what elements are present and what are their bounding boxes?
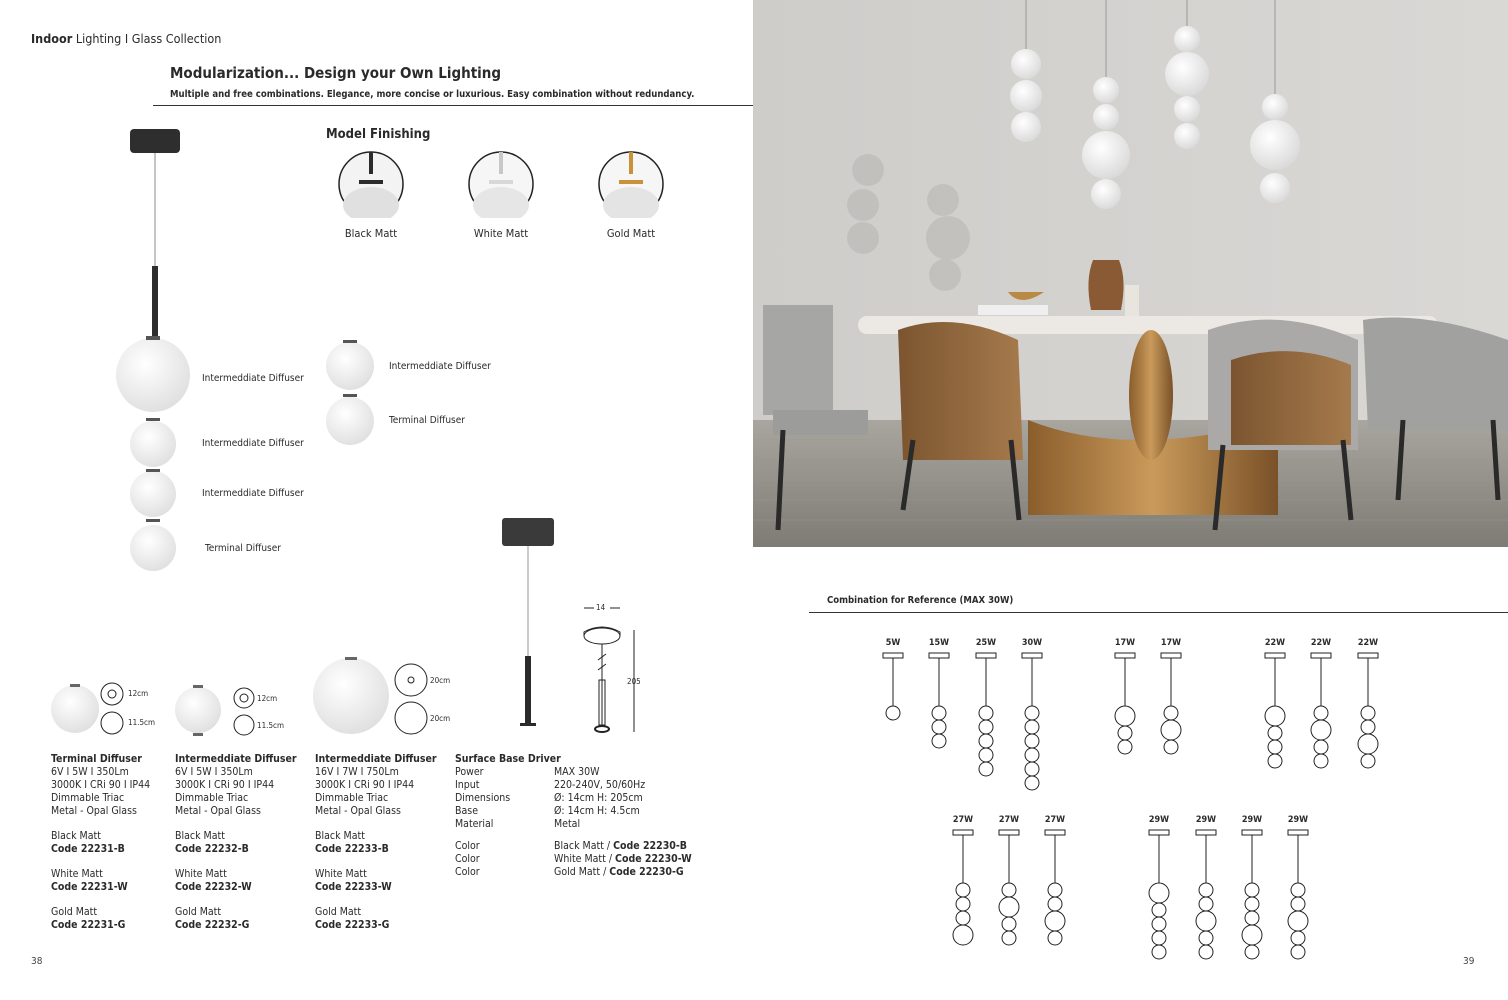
- diffuser-ball-icon: [1199, 945, 1213, 959]
- diffuser-ball-icon: [1358, 734, 1378, 754]
- diffuser-ball-icon: [1025, 776, 1039, 790]
- variant-code: Code 22233-W: [315, 881, 392, 893]
- header-divider: [153, 105, 753, 106]
- diffuser-ball-icon: [932, 706, 946, 720]
- diffuser-ball-icon: [979, 762, 993, 776]
- ceiling-canopy-icon: [883, 653, 903, 658]
- diffuser-ball-icon: [1245, 883, 1259, 897]
- combination-pendant: [878, 652, 908, 812]
- combination-pendant: [994, 829, 1024, 989]
- spec-key: Color: [455, 840, 480, 852]
- diffuser-ball-icon: [1268, 754, 1282, 768]
- diffuser-ball-icon: [979, 720, 993, 734]
- diffuser-ball-icon: [1025, 748, 1039, 762]
- product-card-intermediate-large: [315, 753, 437, 932]
- ceiling-canopy-icon: [953, 830, 973, 835]
- spec-line: 6V I 5W I 350Lm: [175, 766, 253, 778]
- color-code-row: White Matt / Code 22230-W: [554, 853, 692, 865]
- diffuser-ball-icon: [1118, 726, 1132, 740]
- combination-label: 29W: [1195, 815, 1217, 825]
- ceiling-canopy-icon: [1045, 830, 1065, 835]
- combination-label: 5W: [885, 638, 901, 648]
- diffuser-ball-icon: [1152, 945, 1166, 959]
- spec-key: Material: [455, 818, 494, 830]
- ceiling-canopy-icon: [1115, 653, 1135, 658]
- breadcrumb: [31, 31, 221, 46]
- variant-code: Code 22232-B: [175, 843, 249, 855]
- diffuser-ball-icon: [1199, 883, 1213, 897]
- product-card-intermediate-small: [175, 753, 297, 932]
- combination-label: 15W: [928, 638, 950, 648]
- diagram-label: Terminal Diffuser: [205, 543, 281, 554]
- variant-code: Code 22232-W: [175, 881, 252, 893]
- finishing-title: Model Finishing: [326, 127, 431, 142]
- dining-room-photo: [753, 0, 1508, 547]
- diagram-label: Intermeddiate Diffuser: [202, 373, 304, 384]
- diffuser-ball-icon: [1268, 726, 1282, 740]
- diffuser-ball-icon: [1361, 720, 1375, 734]
- diffuser-ball-icon: [1361, 754, 1375, 768]
- spec-line: Dimmable Triac: [315, 792, 389, 804]
- diffuser-ball-icon: [956, 897, 970, 911]
- variant-code: Code 22231-W: [51, 881, 128, 893]
- page-subtitle: Multiple and free combinations. Elegance, more concise or luxurious. Easy combination without redundancy.: [170, 89, 695, 100]
- diffuser-ball-icon: [1361, 706, 1375, 720]
- diffuser-ball-icon: [1291, 931, 1305, 945]
- diagram-label: Intermeddiate Diffuser: [389, 361, 491, 372]
- combinations-divider: [809, 612, 1508, 613]
- variant-color: Gold Matt: [315, 906, 362, 918]
- driver-width-label: 14: [596, 603, 606, 612]
- driver-spec-table: [455, 753, 695, 880]
- diffuser-ball-icon: [1048, 931, 1062, 945]
- intermediate-diffuser-small-image: [174, 684, 274, 744]
- ceiling-canopy-icon: [1242, 830, 1262, 835]
- diffuser-detail-diagram: [323, 340, 379, 448]
- spec-value: Ø: 14cm H: 4.5cm: [554, 805, 640, 817]
- combination-pendant: [1017, 652, 1047, 812]
- diffuser-ball-icon: [1025, 720, 1039, 734]
- diffuser-ball-icon: [1002, 931, 1016, 945]
- dim-label: 12cm: [128, 689, 149, 698]
- surface-base-driver-image: [498, 516, 558, 731]
- combination-pendant: [1191, 829, 1221, 989]
- spec-line: 3000K I CRi 90 I IP44: [51, 779, 151, 791]
- diagram-label: Terminal Diffuser: [389, 415, 465, 426]
- page-number-left: 38: [31, 956, 43, 967]
- combination-label: 29W: [1241, 815, 1263, 825]
- spec-line: 3000K I CRi 90 I IP44: [315, 779, 415, 791]
- spec-value: 220-240V, 50/60Hz: [554, 779, 646, 791]
- combination-pendant: [1156, 652, 1186, 812]
- spec-line: 3000K I CRi 90 I IP44: [175, 779, 275, 791]
- diffuser-ball-icon: [956, 883, 970, 897]
- breadcrumb-collection: Lighting I Glass Collection: [72, 31, 222, 46]
- combination-pendant: [924, 652, 954, 812]
- ceiling-canopy-icon: [999, 830, 1019, 835]
- combination-pendant: [948, 829, 978, 989]
- finish-label-black: Black Matt: [344, 227, 398, 240]
- diffuser-ball-icon: [932, 734, 946, 748]
- spec-key: Color: [455, 853, 480, 865]
- spec-line: 16V I 7W I 750Lm: [315, 766, 399, 778]
- diffuser-ball-icon: [1048, 897, 1062, 911]
- page-number-right: 39: [1463, 956, 1475, 967]
- product-title: Intermeddiate Diffuser: [315, 753, 437, 765]
- spec-line: Metal - Opal Glass: [315, 805, 401, 817]
- diagram-label: Intermeddiate Diffuser: [202, 438, 304, 449]
- variant-code: Code 22232-G: [175, 919, 250, 931]
- diffuser-ball-icon: [1115, 706, 1135, 726]
- ceiling-canopy-icon: [1288, 830, 1308, 835]
- diffuser-ball-icon: [1288, 911, 1308, 931]
- color-code: Code 22230-B: [613, 840, 687, 852]
- dim-label: 20cm: [430, 714, 451, 723]
- finish-label-white: White Matt: [473, 227, 529, 240]
- variant-color: White Matt: [51, 868, 103, 880]
- diffuser-ball-icon: [1149, 883, 1169, 903]
- spec-value: MAX 30W: [554, 766, 600, 778]
- spec-key: Power: [455, 766, 484, 778]
- spec-line: Dimmable Triac: [175, 792, 249, 804]
- variant-color: White Matt: [315, 868, 367, 880]
- diffuser-ball-icon: [979, 748, 993, 762]
- diffuser-ball-icon: [1199, 897, 1213, 911]
- combination-pendant: [1353, 652, 1383, 812]
- diffuser-ball-icon: [1291, 883, 1305, 897]
- spec-key: Dimensions: [455, 792, 511, 804]
- diffuser-ball-icon: [1291, 945, 1305, 959]
- combination-label: 29W: [1287, 815, 1309, 825]
- variant-color: Gold Matt: [175, 906, 222, 918]
- spec-line: Dimmable Triac: [51, 792, 125, 804]
- combination-pendant: [1306, 652, 1336, 812]
- diffuser-ball-icon: [1118, 740, 1132, 754]
- ceiling-canopy-icon: [976, 653, 996, 658]
- diffuser-ball-icon: [999, 897, 1019, 917]
- breadcrumb-category: Indoor: [31, 31, 73, 46]
- combination-label: 22W: [1310, 638, 1332, 648]
- color-value: Gold Matt: [554, 866, 601, 878]
- diffuser-ball-icon: [1152, 903, 1166, 917]
- finish-swatch-black: [337, 150, 405, 218]
- diffuser-ball-icon: [1164, 706, 1178, 720]
- dim-label: 12cm: [257, 694, 278, 703]
- variant-color: Black Matt: [315, 830, 365, 842]
- driver-dimension-drawing: [578, 600, 648, 740]
- diffuser-ball-icon: [1245, 911, 1259, 925]
- color-code: Code 22230-G: [609, 866, 684, 878]
- spec-value: Ø: 14cm H: 205cm: [554, 792, 643, 804]
- diffuser-ball-icon: [1025, 706, 1039, 720]
- ceiling-canopy-icon: [1265, 653, 1285, 658]
- diffuser-ball-icon: [1002, 917, 1016, 931]
- ceiling-canopy-icon: [1022, 653, 1042, 658]
- combination-pendant: [1237, 829, 1267, 989]
- combination-label: 29W: [1148, 815, 1170, 825]
- finish-swatch-white: [467, 150, 535, 218]
- ceiling-canopy-icon: [1358, 653, 1378, 658]
- ceiling-canopy-icon: [1149, 830, 1169, 835]
- diffuser-ball-icon: [1025, 762, 1039, 776]
- variant-code: Code 22231-B: [51, 843, 125, 855]
- spec-key: Input: [455, 779, 480, 791]
- diffuser-ball-icon: [1025, 734, 1039, 748]
- dim-label: 11.5cm: [128, 718, 155, 727]
- variant-code: Code 22233-G: [315, 919, 390, 931]
- combination-pendant: [1040, 829, 1070, 989]
- combination-label: 27W: [998, 815, 1020, 825]
- diffuser-ball-icon: [956, 911, 970, 925]
- variant-code: Code 22231-G: [51, 919, 126, 931]
- diagram-label: Intermeddiate Diffuser: [202, 488, 304, 499]
- variant-code: Code 22233-B: [315, 843, 389, 855]
- diffuser-ball-icon: [1161, 720, 1181, 740]
- color-code-row: Gold Matt / Code 22230-G: [554, 866, 684, 878]
- page-title: Modularization... Design your Own Lighting: [170, 64, 502, 82]
- combination-label: 30W: [1021, 638, 1043, 648]
- ceiling-canopy-icon: [1161, 653, 1181, 658]
- diffuser-ball-icon: [1314, 740, 1328, 754]
- spec-value: Metal: [554, 818, 581, 830]
- combination-label: 17W: [1114, 638, 1136, 648]
- variant-color: Black Matt: [51, 830, 101, 842]
- product-card-terminal: [51, 753, 150, 932]
- driver-title: Surface Base Driver: [455, 753, 561, 765]
- finish-label-gold: Gold Matt: [606, 227, 656, 240]
- variant-color: Gold Matt: [51, 906, 98, 918]
- diffuser-ball-icon: [1196, 911, 1216, 931]
- combination-label: 17W: [1160, 638, 1182, 648]
- variant-color: White Matt: [175, 868, 227, 880]
- color-value: Black Matt: [554, 840, 604, 852]
- spec-line: Metal - Opal Glass: [175, 805, 261, 817]
- diffuser-ball-icon: [979, 734, 993, 748]
- diffuser-ball-icon: [1265, 706, 1285, 726]
- spec-key: Color: [455, 866, 480, 878]
- diffuser-ball-icon: [1242, 925, 1262, 945]
- combination-label: 22W: [1264, 638, 1286, 648]
- finish-swatch-gold: [597, 150, 665, 218]
- combination-pendant: [1260, 652, 1290, 812]
- diffuser-ball-icon: [1152, 931, 1166, 945]
- dim-label: 20cm: [430, 676, 451, 685]
- diffuser-ball-icon: [1152, 917, 1166, 931]
- dim-label: 11.5cm: [257, 721, 284, 730]
- intermediate-diffuser-large-image: [313, 656, 433, 738]
- combination-label: 25W: [975, 638, 997, 648]
- spec-line: 6V I 5W I 350Lm: [51, 766, 129, 778]
- combination-pendant: [1283, 829, 1313, 989]
- color-code-row: Black Matt / Code 22230-B: [554, 840, 687, 852]
- ceiling-canopy-icon: [1311, 653, 1331, 658]
- diffuser-ball-icon: [1245, 897, 1259, 911]
- combinations-title: Combination for Reference (MAX 30W): [827, 595, 1014, 606]
- combination-label: 22W: [1357, 638, 1379, 648]
- ceiling-canopy-icon: [1196, 830, 1216, 835]
- combination-label: 27W: [952, 815, 974, 825]
- product-title: Terminal Diffuser: [51, 753, 142, 765]
- diffuser-ball-icon: [979, 706, 993, 720]
- diffuser-ball-icon: [1048, 883, 1062, 897]
- combination-pendant: [1110, 652, 1140, 812]
- product-title: Intermeddiate Diffuser: [175, 753, 297, 765]
- diffuser-ball-icon: [1291, 897, 1305, 911]
- spec-key: Base: [455, 805, 479, 817]
- diffuser-ball-icon: [932, 720, 946, 734]
- diffuser-ball-icon: [1002, 883, 1016, 897]
- pendant-assembly-diagram: [110, 126, 200, 576]
- diffuser-ball-icon: [1314, 706, 1328, 720]
- spec-line: Metal - Opal Glass: [51, 805, 137, 817]
- diffuser-ball-icon: [1268, 740, 1282, 754]
- diffuser-ball-icon: [1314, 754, 1328, 768]
- ceiling-canopy-icon: [929, 653, 949, 658]
- color-code: Code 22230-W: [615, 853, 692, 865]
- combination-pendant: [971, 652, 1001, 812]
- variant-color: Black Matt: [175, 830, 225, 842]
- combination-pendant: [1144, 829, 1174, 989]
- diffuser-ball-icon: [1164, 740, 1178, 754]
- diffuser-ball-icon: [1199, 931, 1213, 945]
- diffuser-ball-icon: [1311, 720, 1331, 740]
- combination-label: 27W: [1044, 815, 1066, 825]
- diffuser-ball-icon: [886, 706, 900, 720]
- color-value: White Matt: [554, 853, 606, 865]
- diffuser-ball-icon: [953, 925, 973, 945]
- diffuser-ball-icon: [1045, 911, 1065, 931]
- diffuser-ball-icon: [1245, 945, 1259, 959]
- driver-height-label: 205: [627, 677, 641, 686]
